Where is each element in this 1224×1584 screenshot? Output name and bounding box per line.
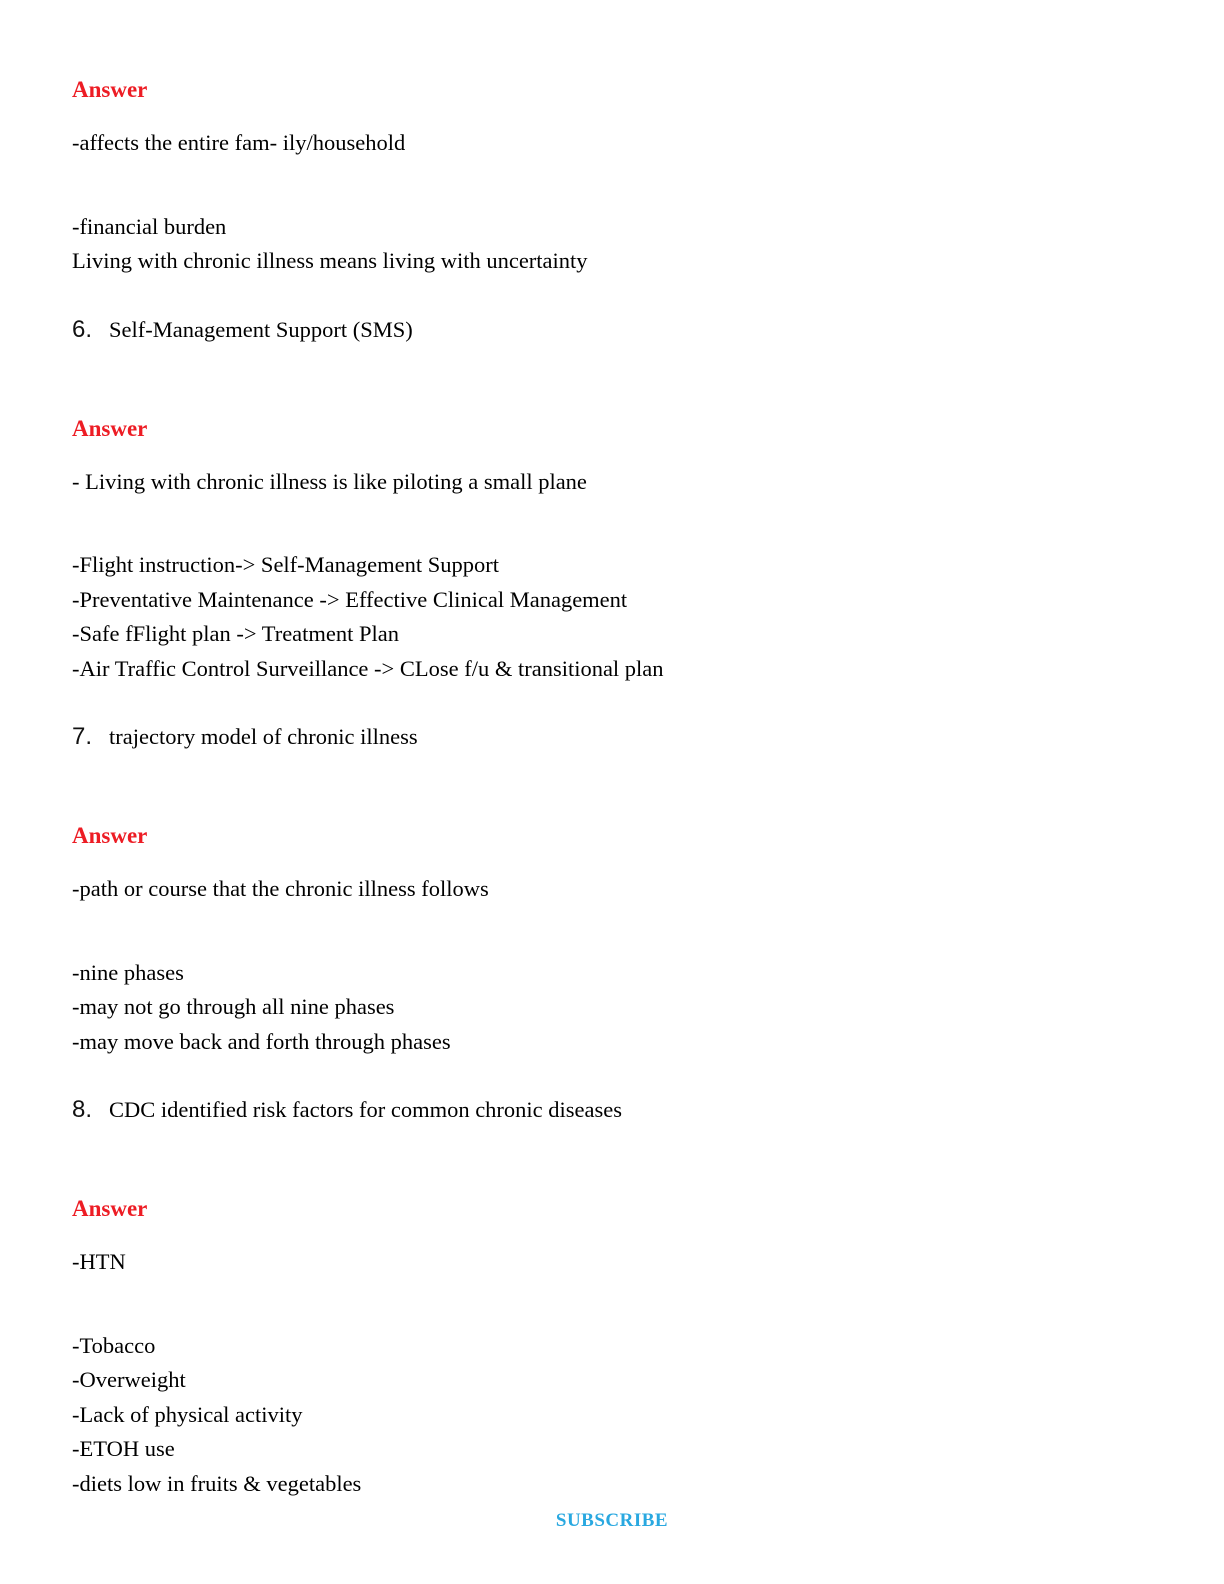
answer-paragraph	[72, 956, 1152, 1060]
answer-line: -path or course that the chronic illness follows	[72, 876, 489, 901]
answer-line: -Safe fFlight plan -> Treatment Plan	[72, 621, 400, 646]
answer-line: -Overweight	[72, 1367, 186, 1392]
answer-line: Living with chronic illness means living with uncertainty	[72, 248, 588, 273]
answer-paragraph	[72, 465, 1152, 500]
answer-paragraph	[72, 1245, 1152, 1280]
question-number: 6.	[72, 315, 93, 343]
question-text: Self-Management Support (SMS)	[109, 316, 413, 342]
answer-line: -ETOH use	[72, 1436, 175, 1461]
question-text: trajectory model of chronic illness	[109, 724, 418, 749]
answer-line: -HTN	[72, 1249, 126, 1274]
question-text: CDC identified risk factors for common chronic diseases	[109, 1097, 623, 1122]
answer-line: -Lack of physical activity	[72, 1401, 303, 1427]
answer-line: -may not go through all nine phases	[72, 994, 395, 1019]
page-footer	[0, 1510, 1224, 1532]
answer-paragraph	[72, 548, 1152, 686]
answer-heading: Answer	[72, 415, 148, 441]
question-item-8	[72, 1092, 1152, 1131]
answer-line: -Air Traffic Control Surveillance -> CLose f/u & transitional plan	[72, 655, 664, 681]
question-item-6	[72, 312, 1152, 351]
subscribe-link[interactable]: SUBSCRIBE	[555, 1510, 669, 1531]
answer-heading: Answer	[72, 823, 148, 848]
question-number: 7.	[72, 723, 93, 750]
answer-line: -may move back and forth through phases	[72, 1028, 451, 1054]
answer-paragraph	[72, 1329, 1152, 1502]
answer-line: -Tobacco	[72, 1332, 156, 1358]
answer-heading: Answer	[72, 77, 148, 102]
answer-paragraph	[72, 872, 1152, 907]
answer-heading: Answer	[72, 1196, 148, 1221]
answer-line: -nine phases	[72, 959, 184, 985]
answer-paragraph	[72, 210, 1152, 279]
question-number: 8.	[72, 1096, 93, 1123]
answer-line: -financial burden	[72, 213, 227, 239]
answer-line: -Flight instruction-> Self-Management Support	[72, 552, 500, 577]
answer-line: -diets low in fruits & vegetables	[72, 1470, 362, 1496]
answer-line: -affects the entire fam- ily/household	[72, 130, 406, 155]
question-item-7	[72, 719, 1152, 758]
answer-paragraph	[72, 126, 1152, 161]
answer-line: -Preventative Maintenance -> Effective Clinical Management	[72, 586, 628, 612]
answer-line: - Living with chronic illness is like piloting a small plane	[72, 468, 587, 494]
